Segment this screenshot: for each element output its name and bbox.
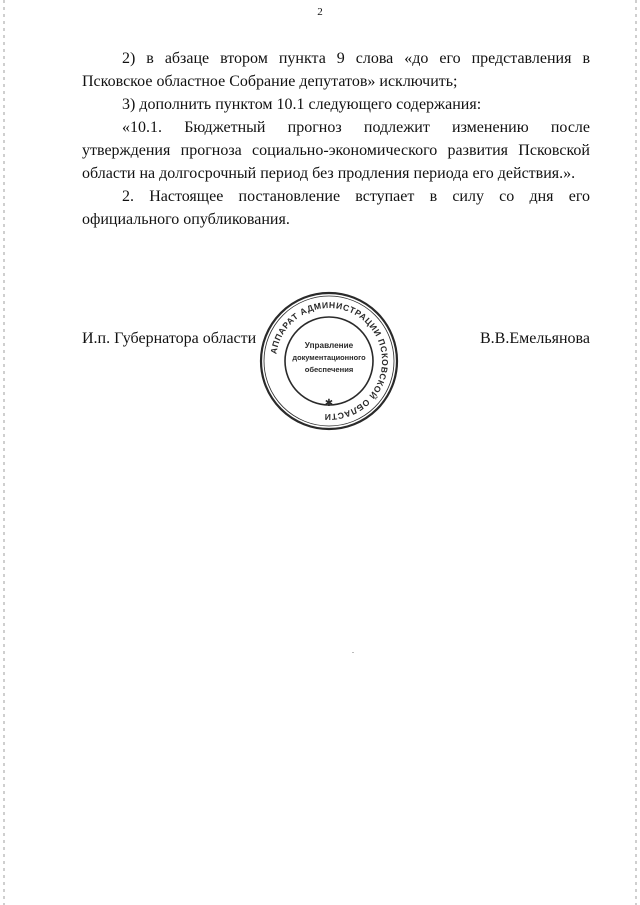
signatory-position: И.п. Губернатора области xyxy=(82,330,257,347)
seal-center-line-2: документационного xyxy=(292,353,366,362)
seal-star-icon: ✱ xyxy=(324,398,334,409)
document-body xyxy=(82,47,590,231)
paragraph-effective-date: 2. Настоящее постановление вступает в силу со дня его официального опубликования. xyxy=(82,188,590,228)
official-seal xyxy=(258,290,400,432)
paragraph-item-3: 3) дополнить пунктом 10.1 следующего содержания: xyxy=(122,96,482,113)
seal-center-line-1: Управление xyxy=(304,341,354,350)
signatory-name: В.В.Емельянова xyxy=(480,330,590,347)
paragraph-point-10-1: «10.1. Бюджетный прогноз подлежит изменению после утверждения прогноза социально-экономического развития Псковской области на долгосрочный период без продления периода его действия.». xyxy=(82,119,590,182)
scan-edge-left xyxy=(3,0,5,905)
seal-ring-text: АППАРАТ АДМИНИСТРАЦИИ ПСКОВСКОЙ ОБЛАСТИ xyxy=(268,299,391,423)
scan-speck xyxy=(352,652,354,653)
seal-center-line-3: обеспечения xyxy=(304,365,354,374)
scan-edge-right xyxy=(635,0,637,905)
seal-stamp-icon xyxy=(258,290,400,432)
paragraph-item-2: 2) в абзаце втором пункта 9 слова «до его представления в Псковское областное Собрание депутатов» исключить; xyxy=(82,50,590,90)
page-number: 2 xyxy=(317,6,323,18)
